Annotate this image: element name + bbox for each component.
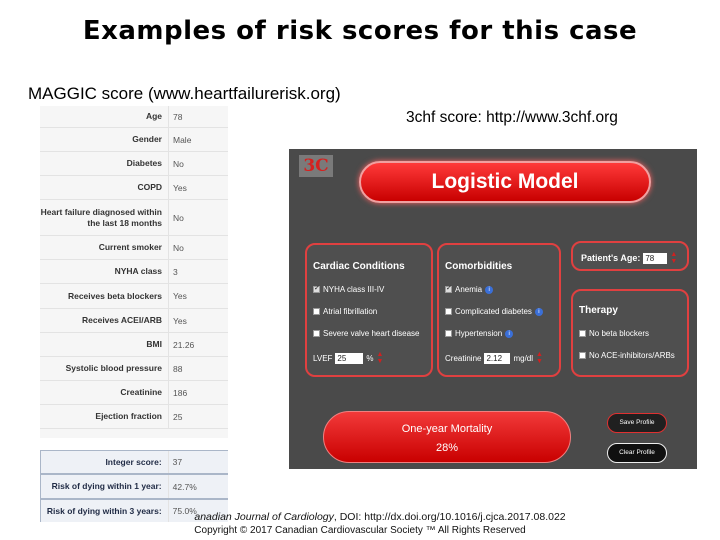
journal-doi: , DOI: http://dx.doi.org/10.1016/j.cjca.2017.08.022 — [333, 511, 566, 523]
checkbox-checked-icon[interactable] — [445, 286, 452, 293]
therapy-panel — [571, 289, 689, 377]
diabetes-label: Complicated diabetes — [455, 307, 532, 316]
maggic-row-label: NYHA class — [114, 266, 162, 277]
anemia-checkbox-item[interactable] — [445, 285, 493, 294]
af-checkbox-item[interactable] — [313, 307, 377, 316]
maggic-row-age — [40, 106, 232, 128]
checkbox-checked-icon[interactable] — [313, 286, 320, 293]
maggic-calculator-screenshot — [40, 106, 232, 522]
maggic-result-value: 42.7% — [168, 475, 231, 498]
patient-age-input[interactable]: 78 — [643, 253, 667, 264]
maggic-row-label: Age — [145, 111, 162, 122]
maggic-row-hf-diagnosed — [40, 200, 232, 236]
maggic-row-value: No — [168, 236, 232, 259]
maggic-result-value: 37 — [168, 451, 231, 473]
maggic-row-value: No — [168, 152, 232, 175]
maggic-row-beta-blockers — [40, 284, 232, 309]
maggic-row-value: Yes — [168, 309, 232, 332]
creatinine-label: Creatinine — [445, 353, 482, 363]
nyha-checkbox-item[interactable] — [313, 285, 384, 294]
maggic-row-copd — [40, 176, 232, 200]
maggic-score-label: MAGGIC score (www.heartfailurerisk.org) — [28, 84, 341, 103]
chf-calculator-screenshot — [289, 149, 697, 469]
clear-profile-button[interactable]: Clear Profile — [607, 443, 667, 463]
no-ace-checkbox-item[interactable] — [579, 351, 675, 360]
stepper-arrows-icon[interactable]: ▲ ▼ — [670, 251, 678, 265]
therapy-title: Therapy — [579, 305, 618, 316]
slide-title: Examples of risk scores for this case — [82, 16, 638, 46]
maggic-result-integer-score — [40, 450, 232, 474]
one-year-mortality-label: One-year Mortality — [401, 423, 493, 435]
checkbox-icon[interactable] — [313, 308, 320, 315]
lvef-unit: % — [366, 353, 374, 363]
no-ace-label: No ACE-inhibitors/ARBs — [589, 351, 675, 360]
lvef-input[interactable]: 25 — [335, 353, 363, 364]
stepper-arrows-icon[interactable]: ▲ ▼ — [536, 351, 543, 365]
maggic-row-value: Yes — [168, 284, 232, 308]
maggic-result-label: Integer score: — [105, 456, 162, 467]
maggic-row-label: Current smoker — [98, 242, 162, 253]
hypertension-checkbox-item[interactable] — [445, 329, 513, 338]
maggic-row-ejection-fraction — [40, 405, 232, 429]
save-profile-button[interactable]: Save Profile — [607, 413, 667, 433]
checkbox-icon[interactable] — [579, 330, 586, 337]
chf-score-label: 3chf score: http://www.3chf.org — [406, 109, 618, 126]
maggic-row-label: Gender — [132, 134, 162, 145]
maggic-row-value: 186 — [168, 381, 232, 404]
checkbox-icon[interactable] — [313, 330, 320, 337]
maggic-row-label: Receives ACEI/ARB — [82, 315, 162, 326]
patient-age-panel — [571, 241, 689, 271]
maggic-result-label: Risk of dying within 3 years: — [46, 505, 162, 516]
maggic-row-value: Male — [168, 128, 232, 151]
citation-line — [0, 511, 720, 523]
journal-name: anadian Journal of Cardiology — [194, 511, 334, 523]
checkbox-icon[interactable] — [579, 352, 586, 359]
3chf-logo: 3C — [299, 155, 333, 177]
maggic-row-label: Ejection fraction — [95, 411, 162, 422]
af-label: Atrial fibrillation — [323, 307, 378, 316]
creatinine-input[interactable]: 2.12 — [484, 353, 510, 364]
copyright-line: Copyright © 2017 Canadian Cardiovascular Society ™ All Rights Reserved — [194, 525, 526, 536]
maggic-row-label: Diabetes — [126, 158, 162, 169]
maggic-row-diabetes — [40, 152, 232, 176]
maggic-row-label: COPD — [137, 182, 162, 193]
maggic-row-value: Yes — [168, 176, 232, 199]
valve-label: Severe valve heart disease — [323, 329, 420, 338]
info-icon[interactable]: i — [485, 286, 493, 294]
logistic-model-banner — [359, 161, 651, 203]
maggic-row-value: 25 — [168, 405, 232, 428]
comorbidities-panel — [437, 243, 561, 377]
lvef-field-row — [313, 351, 383, 365]
hypertension-label: Hypertension — [455, 329, 503, 338]
maggic-row-label: BMI — [146, 339, 162, 350]
cardiac-conditions-panel — [305, 243, 433, 377]
maggic-row-nyha — [40, 260, 232, 284]
maggic-row-gender — [40, 128, 232, 152]
diabetes-checkbox-item[interactable] — [445, 307, 543, 316]
maggic-row-value: No — [168, 200, 232, 235]
maggic-row-value: 3 — [168, 260, 232, 283]
maggic-row-label: Creatinine — [120, 387, 162, 398]
maggic-row-creatinine — [40, 381, 232, 405]
one-year-mortality-value: 28% — [435, 442, 459, 454]
valve-checkbox-item[interactable] — [313, 329, 420, 338]
maggic-row-sbp — [40, 357, 232, 381]
maggic-row-value: 21.26 — [168, 333, 232, 356]
maggic-result-label: Risk of dying within 1 year: — [51, 481, 162, 492]
patient-age-label: Patient's Age: — [581, 253, 641, 263]
no-beta-blockers-checkbox-item[interactable] — [579, 329, 649, 338]
patient-age-field-row — [581, 251, 677, 265]
stepper-arrows-icon[interactable]: ▲ ▼ — [376, 351, 384, 365]
nyha-label: NYHA class III-IV — [323, 285, 385, 294]
maggic-row-label: Systolic blood pressure — [65, 363, 162, 374]
maggic-row-bmi — [40, 333, 232, 357]
maggic-result-value: 75.0% — [168, 500, 231, 522]
maggic-row-acei-arb — [40, 309, 232, 333]
lvef-label: LVEF — [313, 353, 333, 363]
checkbox-icon[interactable] — [445, 308, 452, 315]
cardiac-conditions-title: Cardiac Conditions — [313, 261, 405, 272]
maggic-crop-edge — [228, 106, 232, 522]
maggic-row-smoker — [40, 236, 232, 260]
anemia-label: Anemia — [455, 285, 483, 294]
checkbox-icon[interactable] — [445, 330, 452, 337]
maggic-row-label: Heart failure diagnosed within the last 18 months — [40, 206, 162, 228]
info-icon[interactable]: i — [535, 308, 543, 316]
maggic-row-value: 78 — [168, 106, 232, 127]
comorbidities-title: Comorbidities — [445, 261, 513, 272]
logistic-model-title: Logistic Model — [431, 170, 579, 193]
creatinine-unit: mg/dl — [513, 353, 534, 363]
no-beta-blockers-label: No beta blockers — [589, 329, 650, 338]
maggic-row-label: Receives beta blockers — [67, 290, 162, 301]
info-icon[interactable]: i — [505, 330, 513, 338]
one-year-mortality-display — [323, 411, 571, 463]
maggic-result-1-year — [40, 474, 232, 499]
maggic-row-value: 88 — [168, 357, 232, 380]
creatinine-field-row — [445, 351, 543, 365]
